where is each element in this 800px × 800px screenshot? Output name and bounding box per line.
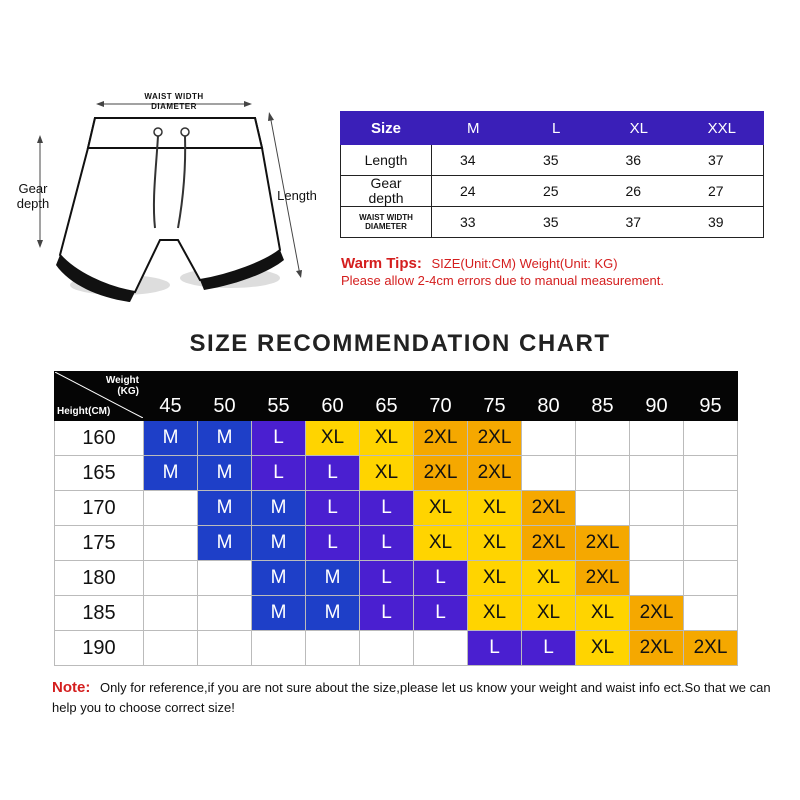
size-cell	[144, 631, 198, 666]
size-measurement-table	[340, 111, 764, 238]
size-cell: XL	[468, 561, 522, 596]
warm-tips-units: SIZE(Unit:CM) Weight(Unit: KG)	[431, 256, 618, 271]
size-cell	[684, 596, 738, 631]
size-cell: M	[252, 596, 306, 631]
size-cell: L	[414, 596, 468, 631]
height-axis-label: Height(CM)	[57, 406, 111, 417]
size-cell	[630, 421, 684, 456]
size-cell: XL	[576, 631, 630, 666]
size-cell	[144, 491, 198, 526]
size-cell	[144, 596, 198, 631]
size-row-label-line2: depth	[368, 190, 404, 206]
rec-row	[55, 421, 738, 456]
size-cell: XL	[306, 421, 360, 456]
size-cell: XL	[468, 596, 522, 631]
gear-label-line2: depth	[16, 196, 50, 211]
weight-axis-label	[106, 375, 139, 397]
size-cell: 2XL	[522, 491, 576, 526]
size-cell	[684, 491, 738, 526]
size-table-header	[341, 112, 764, 145]
size-cell: 2XL	[684, 631, 738, 666]
size-cell: M	[306, 596, 360, 631]
size-cell: 2XL	[414, 421, 468, 456]
warm-tips-line2: Please allow 2-4cm errors due to manual measurement.	[341, 273, 664, 288]
size-table-row-waist-width	[341, 207, 764, 238]
gear-depth-label	[8, 181, 58, 211]
size-value: 35	[515, 207, 598, 238]
shorts-diagram	[0, 80, 330, 320]
size-recommendation-chart	[54, 371, 738, 666]
size-cell	[684, 421, 738, 456]
size-value: 27	[680, 176, 764, 207]
size-cell	[360, 631, 414, 666]
size-value: 37	[680, 145, 764, 176]
size-cell: 2XL	[630, 596, 684, 631]
size-cell: L	[360, 561, 414, 596]
size-cell: XL	[360, 421, 414, 456]
size-cell	[684, 456, 738, 491]
weight-header-cell: 55	[252, 372, 306, 421]
size-cell: M	[198, 456, 252, 491]
size-row-label-line1: WAIST WIDTH	[359, 213, 413, 222]
weight-header-cell: 60	[306, 372, 360, 421]
rec-corner-cell	[55, 372, 144, 421]
size-cell: L	[360, 491, 414, 526]
size-cell	[252, 631, 306, 666]
size-cell: XL	[468, 491, 522, 526]
height-cell: 175	[55, 526, 144, 561]
note-label: Note:	[52, 679, 91, 696]
weight-label: Weight	[105, 375, 139, 386]
weight-header-cell: 65	[360, 372, 414, 421]
note	[52, 678, 772, 718]
size-cell: M	[198, 526, 252, 561]
size-cell: 2XL	[468, 421, 522, 456]
rec-row	[55, 561, 738, 596]
size-row-label	[341, 176, 432, 207]
size-cell: XL	[414, 491, 468, 526]
size-cell: M	[306, 561, 360, 596]
size-cell: M	[198, 421, 252, 456]
waist-label-line2: DIAMETER	[151, 102, 197, 111]
size-value: 37	[597, 207, 680, 238]
size-cell: L	[468, 631, 522, 666]
size-table-row-gear-depth	[341, 176, 764, 207]
height-cell: 170	[55, 491, 144, 526]
size-cell: M	[144, 421, 198, 456]
size-cell: M	[144, 456, 198, 491]
warm-tips-title: Warm Tips:	[341, 255, 422, 272]
weight-header-cell: 75	[468, 372, 522, 421]
size-table-row-length	[341, 145, 764, 176]
size-cell: 2XL	[576, 526, 630, 561]
length-label: Length	[277, 188, 317, 203]
size-cell	[198, 596, 252, 631]
size-row-label-line1: Gear	[370, 175, 402, 191]
size-cell	[684, 561, 738, 596]
size-header-cell: L	[515, 112, 598, 145]
size-cell: L	[252, 456, 306, 491]
weight-header-cell: 90	[630, 372, 684, 421]
weight-header-cell: 80	[522, 372, 576, 421]
weight-header-cell: 50	[198, 372, 252, 421]
rec-row	[55, 596, 738, 631]
size-cell: 2XL	[468, 456, 522, 491]
size-cell	[522, 456, 576, 491]
waist-label-line1: WAIST WIDTH	[144, 92, 204, 101]
weight-unit: (KG)	[117, 386, 139, 397]
height-cell: 190	[55, 631, 144, 666]
size-cell	[630, 526, 684, 561]
size-header-cell: XXL	[680, 112, 764, 145]
size-cell: XL	[414, 526, 468, 561]
size-cell	[576, 421, 630, 456]
size-cell: L	[360, 596, 414, 631]
rec-row	[55, 456, 738, 491]
rec-row	[55, 526, 738, 561]
height-cell: 180	[55, 561, 144, 596]
size-cell: L	[306, 491, 360, 526]
rec-header-row	[55, 372, 738, 421]
size-cell: 2XL	[522, 526, 576, 561]
size-cell: M	[252, 561, 306, 596]
size-cell: 2XL	[576, 561, 630, 596]
size-cell	[306, 631, 360, 666]
size-cell	[144, 561, 198, 596]
size-cell: L	[522, 631, 576, 666]
size-cell: L	[414, 561, 468, 596]
height-cell: 165	[55, 456, 144, 491]
chart-title: SIZE RECOMMENDATION CHART	[189, 330, 611, 357]
gear-label-line1: Gear	[18, 181, 48, 196]
rec-row	[55, 491, 738, 526]
size-header-cell: Size	[341, 112, 432, 145]
size-cell	[144, 526, 198, 561]
size-cell	[576, 491, 630, 526]
size-row-label-line2: DIAMETER	[365, 222, 407, 231]
size-value: 35	[515, 145, 598, 176]
size-cell: L	[306, 526, 360, 561]
height-cell: 160	[55, 421, 144, 456]
size-cell: L	[360, 526, 414, 561]
size-value: 25	[515, 176, 598, 207]
size-cell	[414, 631, 468, 666]
size-cell	[630, 561, 684, 596]
size-row-label: Length	[341, 145, 432, 176]
size-value: 39	[680, 207, 764, 238]
size-cell	[576, 456, 630, 491]
size-cell: XL	[576, 596, 630, 631]
size-cell: 2XL	[630, 631, 684, 666]
size-cell: M	[252, 491, 306, 526]
size-cell	[630, 491, 684, 526]
size-row-label	[341, 207, 432, 238]
size-cell: M	[252, 526, 306, 561]
warm-tips-line1	[341, 255, 618, 272]
weight-header-cell: 85	[576, 372, 630, 421]
rec-body	[55, 421, 738, 666]
size-cell	[684, 526, 738, 561]
size-cell	[522, 421, 576, 456]
weight-header-cell: 45	[144, 372, 198, 421]
rec-row	[55, 631, 738, 666]
size-value: 26	[597, 176, 680, 207]
size-value: 24	[432, 176, 515, 207]
size-cell	[630, 456, 684, 491]
weight-header-cell: 95	[684, 372, 738, 421]
size-cell: M	[198, 491, 252, 526]
size-header-cell: M	[432, 112, 515, 145]
size-cell: XL	[360, 456, 414, 491]
weight-header-cell: 70	[414, 372, 468, 421]
waist-width-label	[124, 92, 224, 112]
size-value: 33	[432, 207, 515, 238]
size-value: 34	[432, 145, 515, 176]
size-cell: L	[306, 456, 360, 491]
size-cell: XL	[522, 561, 576, 596]
note-text: Only for reference,if you are not sure about the size,please let us know your weight and waist info ect.So that we can help you to choose correct size!	[52, 680, 771, 715]
size-cell	[198, 631, 252, 666]
size-cell: 2XL	[414, 456, 468, 491]
size-value: 36	[597, 145, 680, 176]
size-header-cell: XL	[597, 112, 680, 145]
size-cell: XL	[468, 526, 522, 561]
height-cell: 185	[55, 596, 144, 631]
size-cell: XL	[522, 596, 576, 631]
size-cell	[198, 561, 252, 596]
size-cell: L	[252, 421, 306, 456]
